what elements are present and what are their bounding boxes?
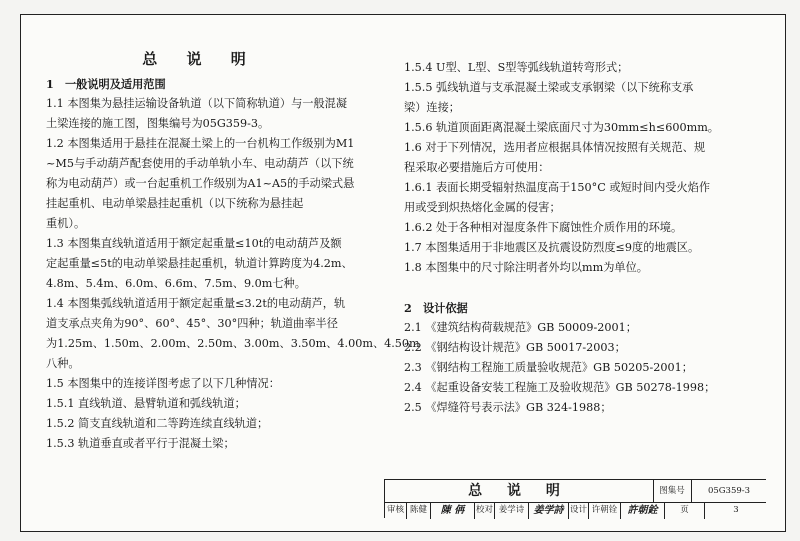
design-label: 设计 xyxy=(569,502,589,519)
text-line xyxy=(404,278,754,298)
text-line: 1.8 本图集中的尺寸除注明者外均以mm为单位。 xyxy=(404,261,648,274)
text-line: 1.7 本图集适用于非地震区及抗震设防烈度≤9度的地震区。 xyxy=(404,241,700,254)
text-line: 称为电动葫芦）或一台起重机工作级别为A1~A5的手动梁式悬 xyxy=(46,177,355,190)
text-line: 1.5.6 轨道顶面距离混凝土梁底面尺寸为30mm≤h≤600mm。 xyxy=(404,121,719,134)
text-line: 1.1 本图集为悬挂运输设备轨道（以下简称轨道）与一般混凝 xyxy=(46,97,348,110)
check-name: 姜学诗 xyxy=(495,502,529,519)
review-signature: 陳 侢 xyxy=(431,502,475,519)
atlas-number: 05G359-3 xyxy=(707,486,751,496)
text-line: 用或受到炽热熔化金属的侵害； xyxy=(404,201,561,214)
text-line: 1.2 本图集适用于悬挂在混凝土梁上的一台机构工作级别为M1 xyxy=(46,137,355,150)
check-label: 校对 xyxy=(475,502,495,519)
text-line: 2.3 《钢结构工程施工质量验收规范》GB 50205-2001； xyxy=(404,361,693,374)
text-line: 1.5.4 U型、L型、S型等弧线轨道转弯形式； xyxy=(404,61,629,74)
section-heading: 2 设计依据 xyxy=(404,301,468,315)
text-line: 1.6.1 表面长期受辐射热温度高于150°C 或短时间内受火焰作 xyxy=(404,181,711,194)
text-line: 梁）连接； xyxy=(404,101,460,114)
atlas-number-label: 图集号 xyxy=(653,480,692,502)
text-line: 1.5.1 直线轨道、悬臂轨道和弧线轨道； xyxy=(46,397,246,410)
text-line: 定起重量≤5t的电动单梁悬挂起重机，轨道计算跨度为4.2m、 xyxy=(46,257,353,270)
text-line: 1.3 本图集直线轨道适用于额定起重量≤10t的电动葫芦及额 xyxy=(46,237,342,250)
text-line: 1.6 对于下列情况，选用者应根据具体情况按照有关规范、规 xyxy=(404,141,706,154)
title-block-name: 总 说 明 xyxy=(385,480,654,502)
text-line: 为1.25m、1.50m、2.00m、2.50m、3.00m、3.50m、4.00m、4.50m xyxy=(46,337,420,350)
page-label: 页 xyxy=(665,502,705,519)
title-block xyxy=(384,479,766,518)
text-line: 道支承点夹角为90°、60°、45°、30°四种；轨道曲率半径 xyxy=(46,317,338,330)
check-signature: 姜学詩 xyxy=(529,502,569,519)
text-line: 挂起重机、电动单梁悬挂起重机（以下统称为悬挂起 xyxy=(46,197,304,210)
text-line: 1.4 本图集弧线轨道适用于额定起重量≤3.2t的电动葫芦，轨 xyxy=(46,297,346,310)
text-line: 1.5.5 弧线轨道与支承混凝土梁或支承钢梁（以下统称支承 xyxy=(404,81,694,94)
text-line: 1.5.2 简支直线轨道和二等跨连续直线轨道； xyxy=(46,417,269,430)
review-name: 陈健 xyxy=(407,502,431,519)
text-line: 土梁连接的施工图，图集编号为05G359-3。 xyxy=(46,117,270,130)
text-line: 1.5.3 轨道垂直或者平行于混凝土梁； xyxy=(46,437,235,450)
text-line: 程采取必要措施后方可使用： xyxy=(404,161,550,174)
right-column xyxy=(404,58,754,418)
text-line: 1.6.2 处于各种相对湿度条件下腐蚀性介质作用的环境。 xyxy=(404,221,683,234)
page-title: 总 说 明 xyxy=(142,50,258,68)
design-name: 许朝铨 xyxy=(589,502,621,519)
text-line: 2.2 《钢结构设计规范》GB 50017-2003； xyxy=(404,341,626,354)
text-line: 1.5 本图集中的连接详图考虑了以下几种情况： xyxy=(46,377,280,390)
text-line: 八种。 xyxy=(46,357,80,370)
text-line: 2.4 《起重设备安装工程施工及验收规范》GB 50278-1998； xyxy=(404,381,716,394)
review-label: 审核 xyxy=(385,502,407,519)
left-column xyxy=(46,74,420,454)
text-line: 4.8m、5.4m、6.0m、6.6m、7.5m、9.0m七种。 xyxy=(46,277,306,290)
page-number: 3 xyxy=(733,505,739,515)
text-line: 重机）。 xyxy=(46,217,86,230)
design-signature: 許朝銓 xyxy=(621,502,665,519)
section-heading: 1 一般说明及适用范围 xyxy=(46,77,166,91)
text-line: ~M5与手动葫芦配套使用的手动单轨小车、电动葫芦（以下统 xyxy=(46,157,354,170)
text-line: 2.1 《建筑结构荷载规范》GB 50009-2001； xyxy=(404,321,637,334)
text-line: 2.5 《焊缝符号表示法》GB 324-1988； xyxy=(404,401,612,414)
